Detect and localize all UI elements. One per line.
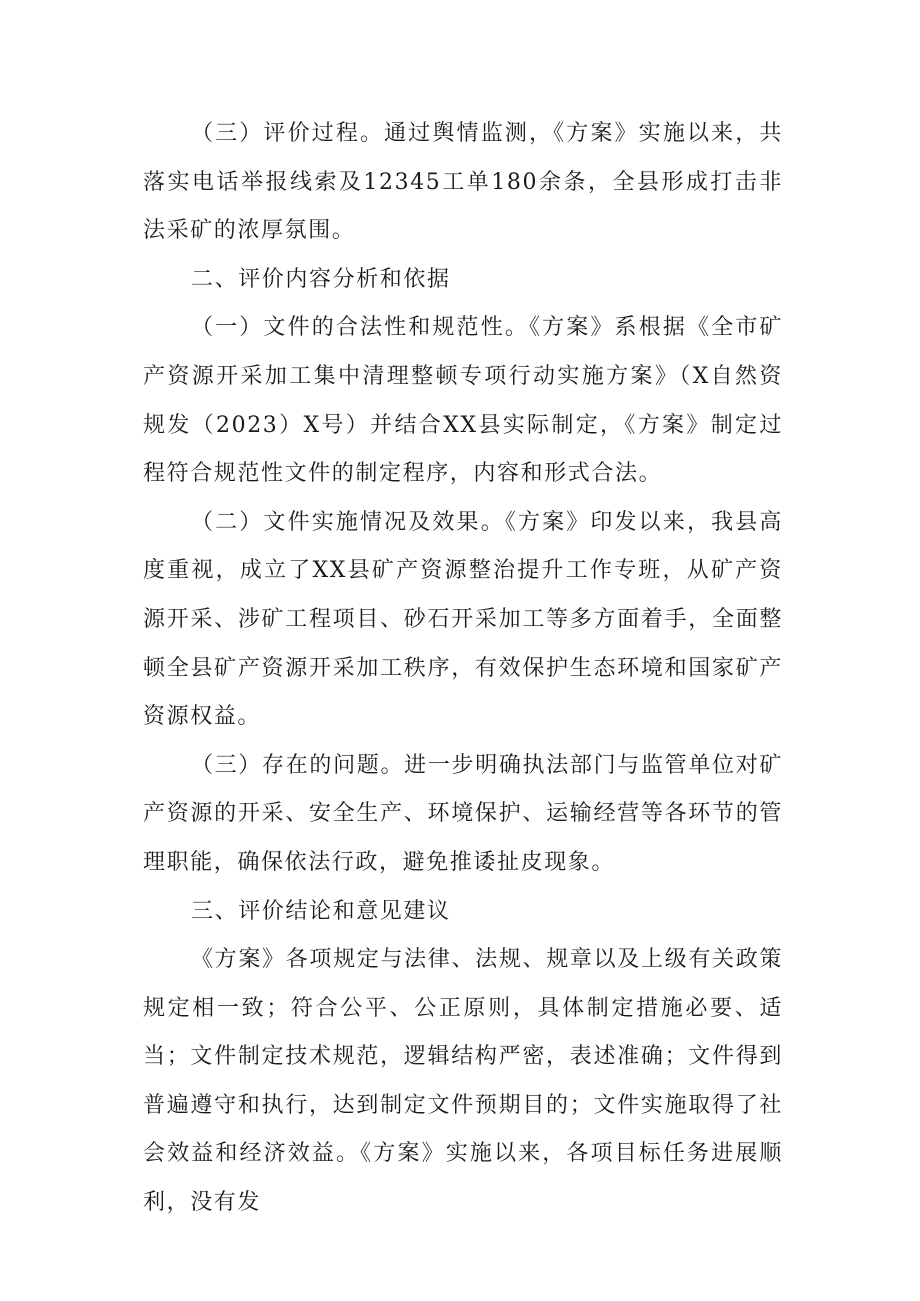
section-heading-conclusion: 三、评价结论和意见建议 [191, 898, 451, 924]
paragraph-conclusion: 《方案》各项规定与法律、法规、规章以及上级有关政策规定相一致；符合公平、公正原则，具体制定措施必要、适当；文件制定技术规范，逻辑结构严密，表述准确；文件得到普遍遵守和执行，达到制定文件预期目的；文件实施取得了社会效益和经济效益。《方案》实施以来，各项目标任务进展顺利，没有发 [143, 947, 783, 1216]
paragraph-implementation-effect: （二）文件实施情况及效果。《方案》印发以来，我县高度重视，成立了XX县矿产资源整治提升工作专班，从矿产资源开采、涉矿工程项目、砂石开采加工等多方面着手，全面整顿全县矿产资源开采加工秩序，有效保护生态环境和国家矿产资源权益。 [143, 509, 783, 730]
paragraph-existing-problems: （三）存在的问题。进一步明确执法部门与监管单位对矿产资源的开采、安全生产、环境保护、运输经营等各环节的管理职能，确保依法行政，避免推诿扯皮现象。 [143, 752, 783, 875]
paragraph-evaluation-process: （三）评价过程。通过舆情监测，《方案》实施以来，共落实电话举报线索及12345工单180余条，全县形成打击非法采矿的浓厚氛围。 [143, 121, 783, 244]
paragraph-legality: （一）文件的合法性和规范性。《方案》系根据《全市矿产资源开采加工集中清理整顿专项行动实施方案》（X自然资规发（2023）X号）并结合XX县实际制定，《方案》制定过程符合规范性文件的制定程序，内容和形式合法。 [143, 315, 783, 487]
section-heading-analysis: 二、评价内容分析和依据 [191, 266, 451, 292]
document-page [143, 110, 783, 1228]
